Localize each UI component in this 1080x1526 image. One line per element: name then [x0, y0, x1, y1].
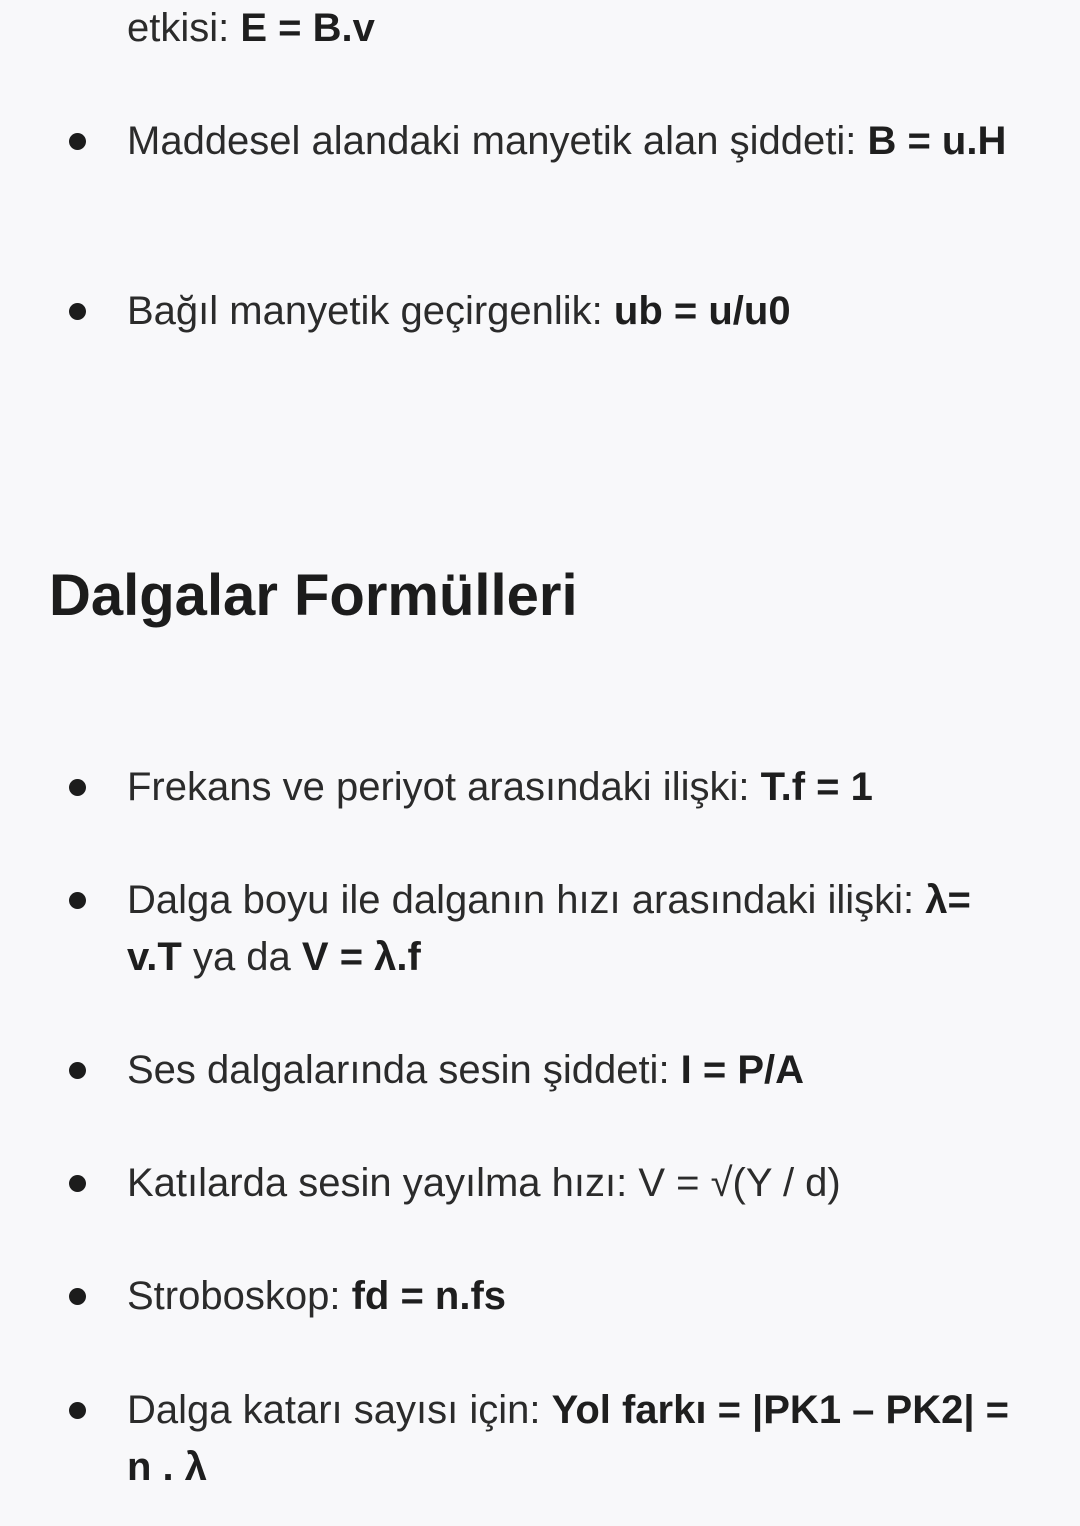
list-item — [0, 283, 1080, 340]
list-item-formula: B = u.H — [867, 119, 1007, 163]
list-item-formula: λ= v.T — [127, 878, 971, 979]
bullet-icon — [69, 1288, 86, 1305]
bullet-icon — [69, 892, 86, 909]
list-item — [0, 1382, 1080, 1496]
top-formula-fragment — [127, 0, 375, 57]
list-item-formula: V = λ.f — [301, 935, 421, 979]
list-item-text — [127, 1155, 1027, 1212]
list-item-formula: fd = n.fs — [351, 1274, 507, 1318]
list-item-text — [127, 759, 1027, 816]
top-fragment-label: etkisi: — [127, 6, 241, 50]
list-item-formula: ub = u/u0 — [613, 289, 791, 333]
list-item-text — [127, 1268, 1027, 1325]
bullet-icon — [69, 303, 86, 320]
list-item — [0, 113, 1080, 227]
list-item-label: Maddesel alandaki manyetik alan şiddeti: — [127, 119, 868, 163]
list-item-formula: Yol farkı = |PK1 – PK2| = n . λ — [127, 1388, 1010, 1489]
bullet-icon — [69, 1175, 86, 1192]
list-item-label: Katılarda sesin yayılma hızı: V = √(Y / d) — [127, 1161, 841, 1205]
bullet-icon — [69, 779, 86, 796]
list-item-text — [127, 872, 1012, 986]
list-item-label: Frekans ve periyot arasındaki ilişki: — [127, 765, 761, 809]
list-item-formula: T.f = 1 — [760, 765, 873, 809]
top-fragment-formula: E = B.v — [240, 6, 375, 50]
list-item-formula: I = P/A — [680, 1048, 805, 1092]
list-item-label: Dalga boyu ile dalganın hızı arasındaki ilişki: — [127, 878, 926, 922]
list-item-text — [127, 1042, 1027, 1099]
list-item — [0, 1155, 1080, 1212]
bullet-icon — [69, 1062, 86, 1079]
list-item-label: Bağıl manyetik geçirgenlik: — [127, 289, 614, 333]
list-item-middle-text: ya da — [181, 935, 302, 979]
list-item-label: Ses dalgalarında sesin şiddeti: — [127, 1048, 681, 1092]
list-item — [0, 1268, 1080, 1325]
list-item-label: Stroboskop: — [127, 1274, 352, 1318]
list-item — [0, 872, 1080, 986]
section-heading: Dalgalar Formülleri — [49, 563, 578, 629]
list-item-text — [127, 283, 1027, 340]
list-item — [0, 759, 1080, 816]
list-item — [0, 1042, 1080, 1099]
list-item-label: Dalga katarı sayısı için: — [127, 1388, 552, 1432]
list-item-text — [127, 1382, 1032, 1496]
list-item-text — [127, 113, 1007, 170]
bullet-icon — [69, 133, 86, 150]
bullet-icon — [69, 1402, 86, 1419]
